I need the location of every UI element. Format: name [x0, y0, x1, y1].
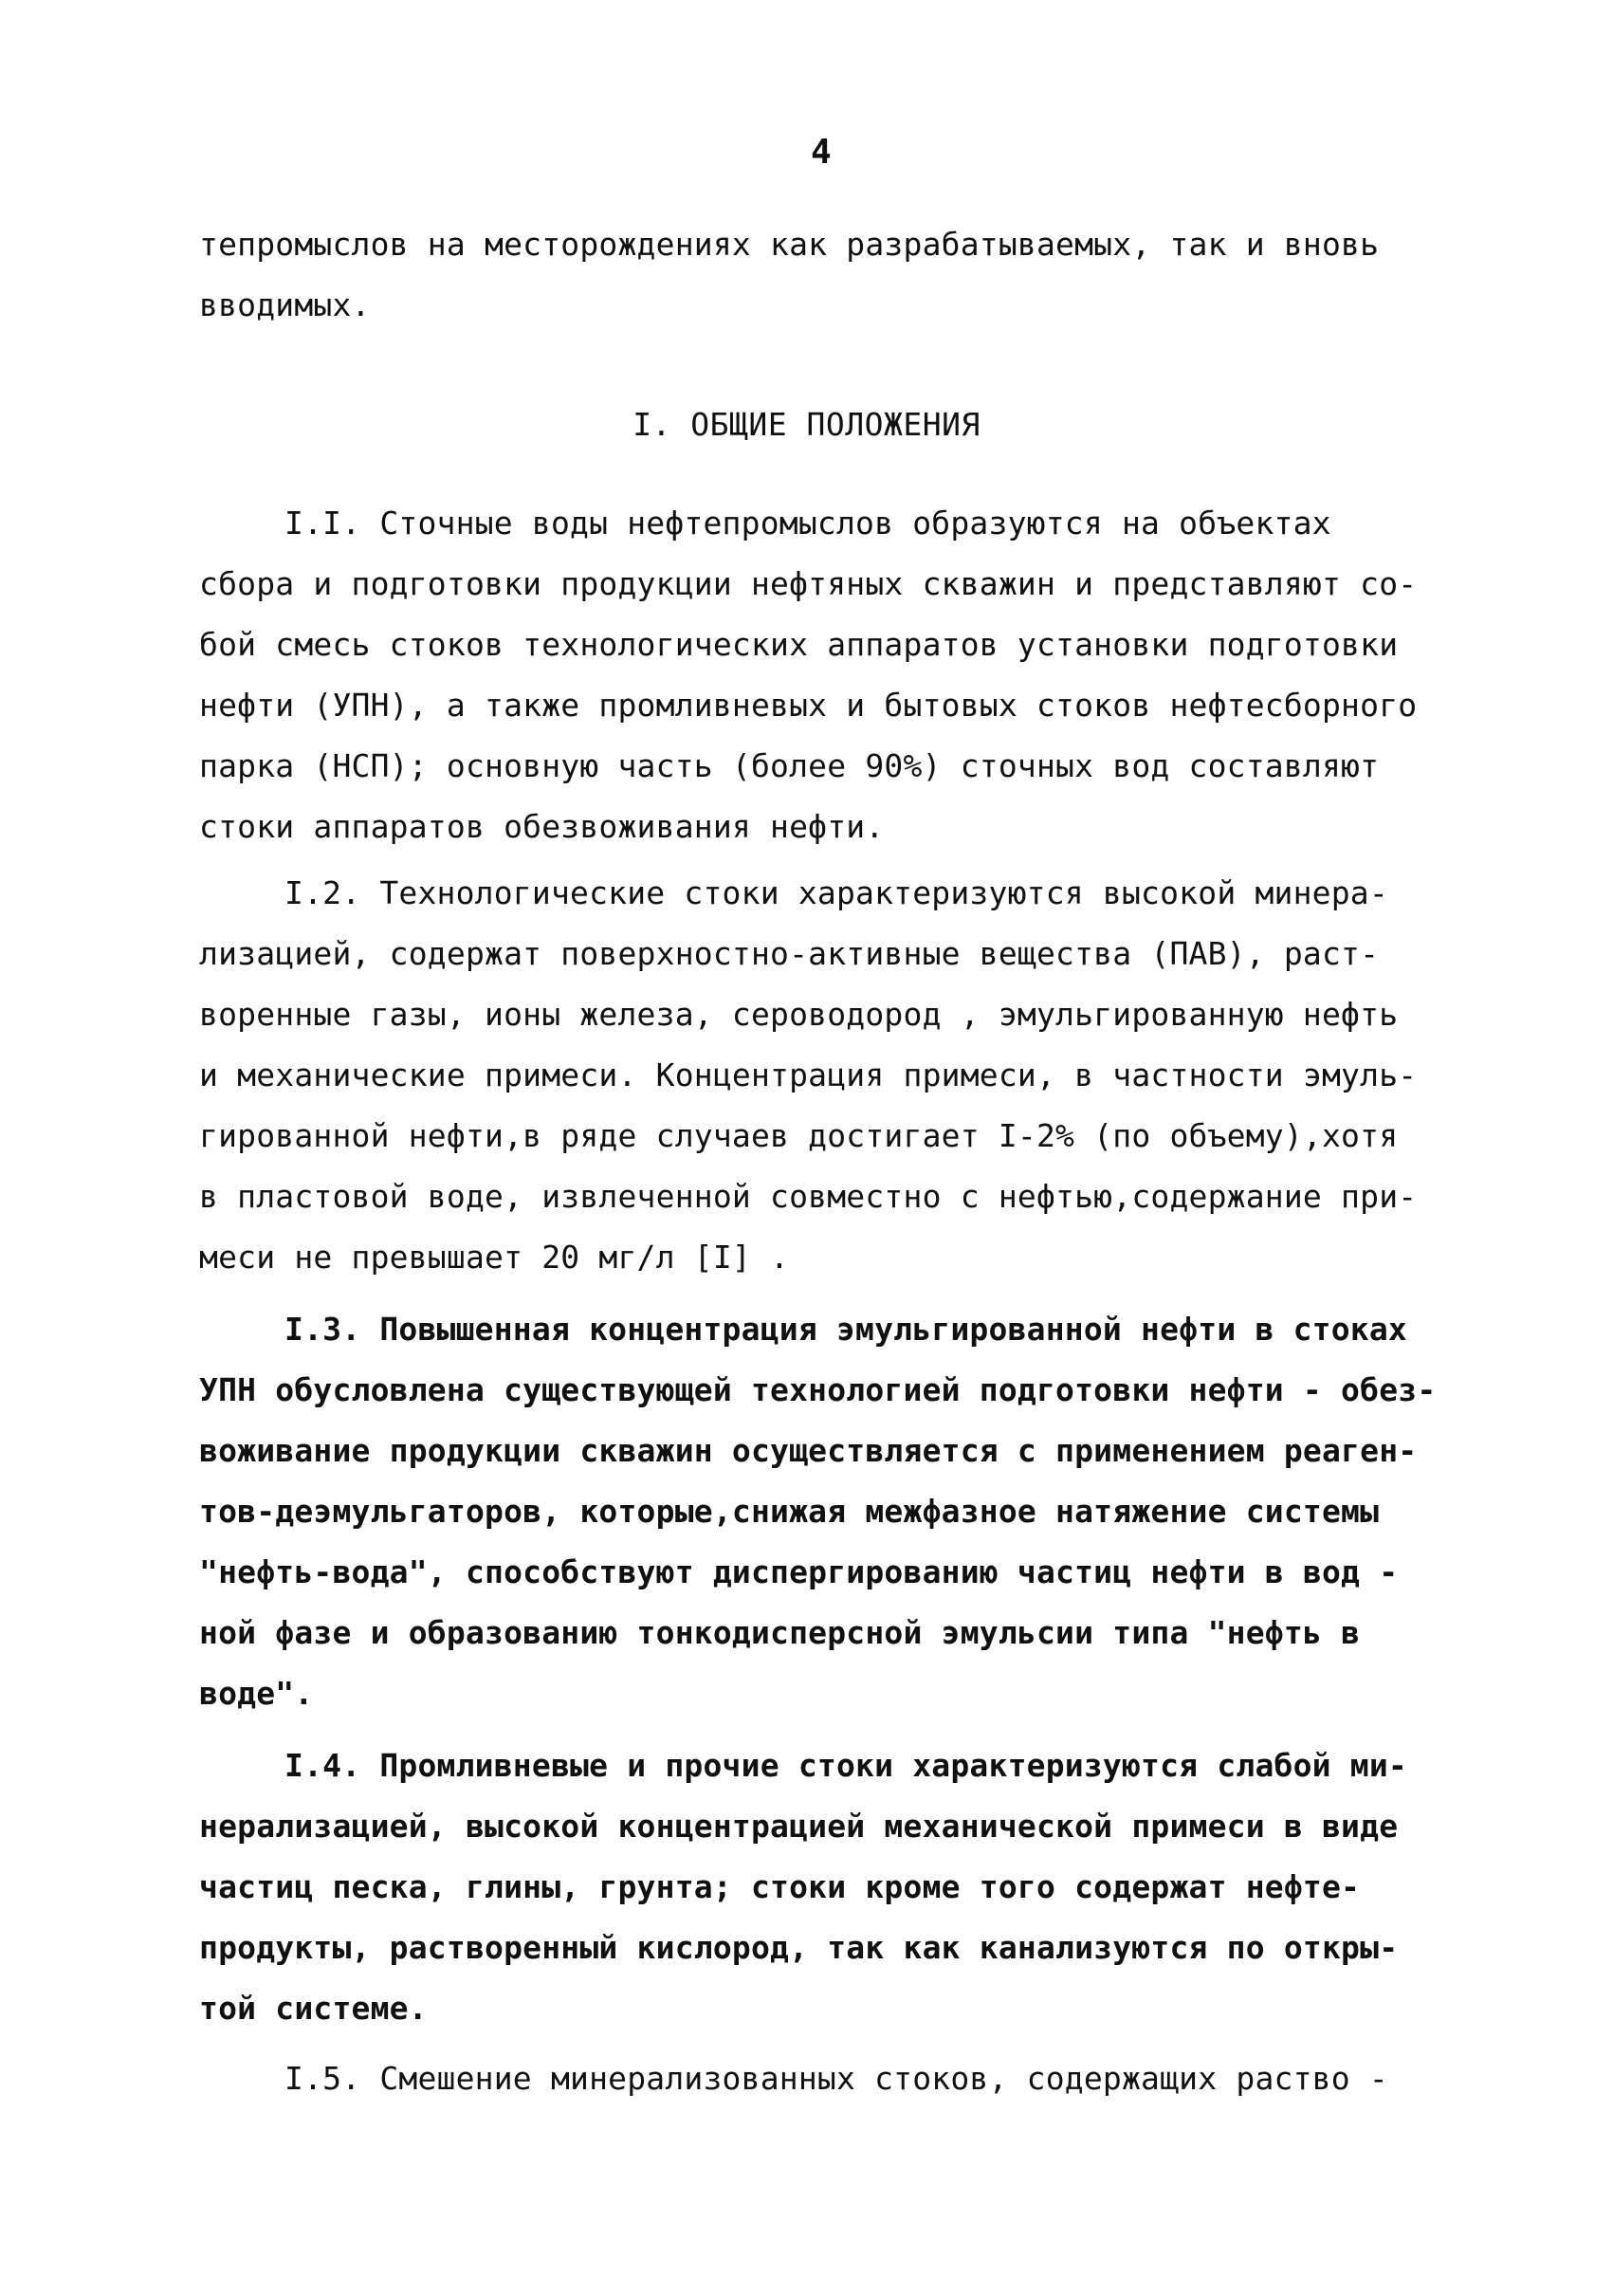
text-line: I.3. Повышенная концентрация эмульгированной нефти в стоках — [284, 1311, 1407, 1348]
text-line: бой смесь стоков технологических аппаратов установки подготовки — [199, 626, 1399, 663]
text-line: УПН обусловлена существующей технологией подготовки нефти - обез- — [199, 1371, 1437, 1408]
text-line: I.5. Смешение минерализованных стоков, содержащих раство - — [284, 2060, 1388, 2097]
text-line: воде". — [199, 1675, 314, 1712]
paragraph-1-4 — [199, 1736, 1422, 2039]
text-line: тепромыслов на месторождениях как разрабатываемых, так и вновь — [199, 226, 1380, 263]
paragraph-1-1 — [199, 493, 1422, 857]
text-line: вводимых. — [199, 286, 371, 323]
text-line: нерализацией, высокой концентрацией механической примеси в виде — [199, 1808, 1399, 1845]
text-line: сбора и подготовки продукции нефтяных скважин и представляют со- — [199, 565, 1418, 602]
text-line: тов-деэмульгаторов, которые,снижая межфазное натяжение системы — [199, 1493, 1380, 1530]
page-number: 4 — [811, 133, 832, 172]
text-line: воренные газы, ионы железа, сероводород , эмульгированную нефть — [199, 996, 1399, 1033]
text-line: стоки аппаратов обезвоживания нефти. — [199, 808, 885, 845]
text-line: I.4. Промливневые и прочие стоки характеризуются слабой ми- — [284, 1747, 1407, 1784]
section-heading: I. ОБЩИЕ ПОЛОЖЕНИЯ — [632, 406, 981, 443]
text-line: парка (НСП); основную часть (более 90%) сточных вод составляют — [199, 747, 1380, 784]
text-line: I.I. Сточные воды нефтепромыслов образуются на объектах — [284, 505, 1331, 542]
text-line: той системе. — [199, 1990, 428, 2027]
text-line: ной фазе и образованию тонкодисперсной эмульсии типа "нефть в — [199, 1614, 1361, 1651]
text-line: воживание продукции скважин осуществляется с применением реаген- — [199, 1432, 1418, 1469]
paragraph-1-5 — [199, 2048, 1422, 2109]
text-line: нефти (УПН), а также промливневых и бытовых стоков нефтесборного — [199, 687, 1418, 724]
text-line: и механические примеси. Концентрация примеси, в частности эмуль- — [199, 1056, 1418, 1093]
paragraph-1-3 — [199, 1299, 1437, 1724]
text-line: гированной нефти,в ряде случаев достигает I-2% (по объему),хотя — [199, 1117, 1399, 1154]
text-line: продукты, растворенный кислород, так как канализуются по откры- — [199, 1929, 1399, 1966]
text-line: "нефть-вода", способствуют диспергированию частиц нефти в вод - — [199, 1553, 1399, 1590]
text-line: лизацией, содержат поверхностно-активные вещества (ПАВ), раст- — [199, 935, 1380, 972]
text-line: в пластовой воде, извлеченной совместно с нефтью,содержание при- — [199, 1178, 1418, 1215]
text-line: меси не превышает 20 мг/л [I] . — [199, 1239, 790, 1276]
paragraph-1-2 — [199, 863, 1422, 1288]
text-line: частиц песка, глины, грунта; стоки кроме того содержат нефте- — [199, 1868, 1361, 1905]
text-line: I.2. Технологические стоки характеризуются высокой минера- — [284, 874, 1388, 911]
intro-text — [199, 214, 1422, 336]
